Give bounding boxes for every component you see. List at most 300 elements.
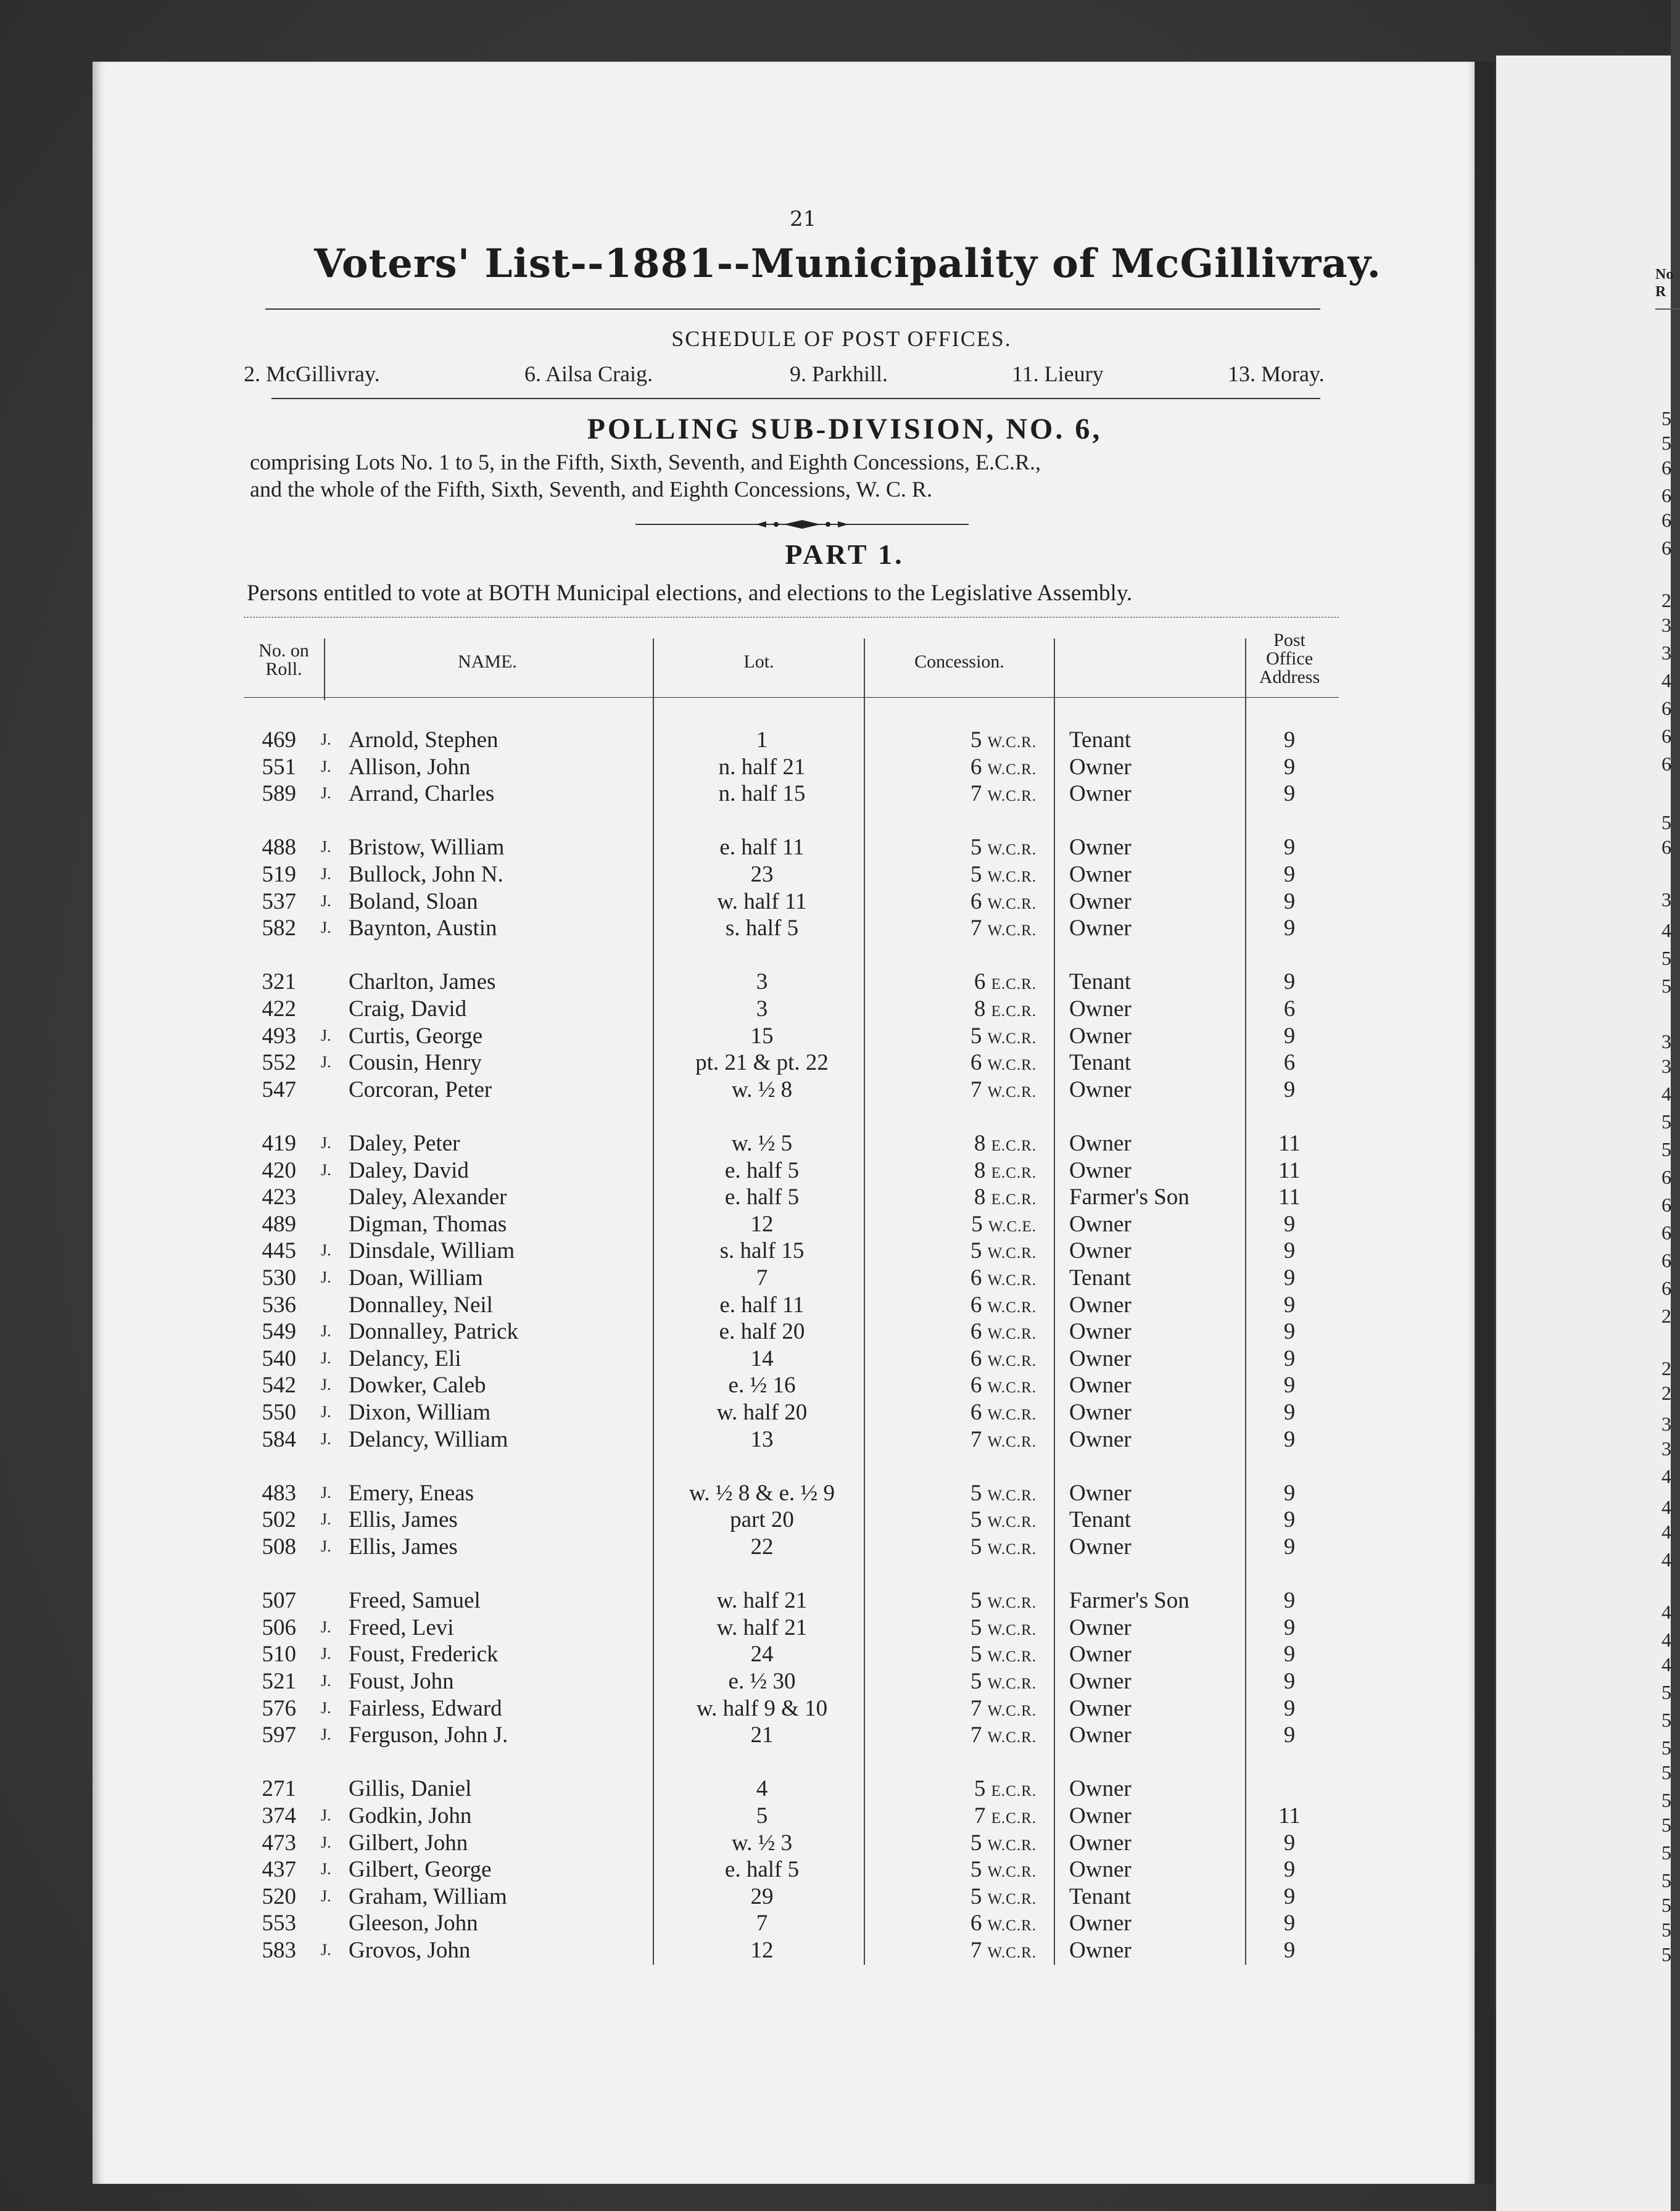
lot-cell: part 20 xyxy=(730,1507,794,1532)
concession-code: W.C.R. xyxy=(987,922,1037,939)
voter-name: Dixon, William xyxy=(349,1400,491,1425)
voter-name: Ellis, James xyxy=(349,1507,458,1532)
roll-number: 540 xyxy=(262,1346,296,1371)
lot-cell: 7 xyxy=(756,1265,768,1291)
header-roll: No. on Roll. xyxy=(259,640,309,679)
post-office-cell: 6 xyxy=(1283,1050,1296,1075)
post-office-cell: 9 xyxy=(1283,1884,1296,1909)
next-page-rule xyxy=(1655,308,1680,310)
lot-cell: 4 xyxy=(756,1776,768,1801)
next-page-digit: 6 xyxy=(1661,509,1671,531)
voter-name: Godkin, John xyxy=(349,1803,472,1829)
next-page-digit: 5 xyxy=(1661,975,1671,997)
next-page-digit: 2 xyxy=(1661,1305,1671,1327)
lot-cell: 3 xyxy=(756,969,768,994)
table-row xyxy=(0,1077,1671,1102)
concession-cell xyxy=(882,1775,1037,1802)
concession-code: W.C.R. xyxy=(987,761,1037,778)
voter-name: Daley, David xyxy=(349,1158,469,1183)
post-office-cell: 9 xyxy=(1283,1400,1296,1425)
header-name: NAME. xyxy=(458,651,517,672)
concession-code: E.C.R. xyxy=(991,976,1037,993)
voter-name: Craig, David xyxy=(349,996,467,1022)
lot-cell: e. half 5 xyxy=(724,1158,800,1183)
post-office-cell: 9 xyxy=(1283,1265,1296,1291)
post-office-cell: 9 xyxy=(1283,1696,1296,1721)
next-page-digit: 4 xyxy=(1661,1496,1671,1518)
status-cell: Owner xyxy=(1069,1938,1132,1963)
post-office-cell: 9 xyxy=(1283,915,1296,941)
next-page-digit: 4 xyxy=(1661,1601,1671,1623)
juror-mark: J. xyxy=(321,1484,331,1502)
status-cell: Owner xyxy=(1069,1077,1132,1102)
concession-code: W.C.R. xyxy=(987,1917,1037,1934)
post-office-cell: 9 xyxy=(1283,862,1296,887)
concession-code: W.C.R. xyxy=(987,1864,1037,1880)
polling-description-1: comprising Lots No. 1 to 5, in the Fifth, Sixth, Seventh, and Eighth Concessions, E.C.R., xyxy=(250,450,1041,474)
lot-cell: s. half 15 xyxy=(719,1238,805,1263)
roll-number: 473 xyxy=(262,1830,296,1856)
next-page-digit: 5 xyxy=(1661,1814,1671,1836)
post-office-11: 11. Lieury xyxy=(1012,362,1104,386)
next-page-digit: 5 xyxy=(1661,1110,1671,1133)
table-row xyxy=(0,1614,1671,1640)
status-cell: Farmer's Son xyxy=(1069,1184,1190,1210)
roll-number: 550 xyxy=(262,1400,296,1425)
juror-mark: J. xyxy=(321,1833,331,1851)
concession-code: W.C.R. xyxy=(987,1676,1037,1692)
juror-mark: J. xyxy=(321,1241,331,1259)
voter-name: Bristow, William xyxy=(349,835,505,860)
post-office-9: 9. Parkhill. xyxy=(790,362,888,386)
next-page-digit: 6 xyxy=(1661,484,1671,506)
post-office-cell: 9 xyxy=(1283,1346,1296,1371)
concession-cell xyxy=(882,1641,1037,1668)
status-cell: Owner xyxy=(1069,1319,1132,1344)
page-number: 21 xyxy=(790,207,817,231)
post-office-cell: 9 xyxy=(1283,1669,1296,1694)
concession-code: W.C.R. xyxy=(987,1703,1037,1719)
next-page-digit: 5 xyxy=(1661,1869,1671,1891)
roll-number: 519 xyxy=(262,862,296,887)
next-page-digit: 6 xyxy=(1661,836,1671,858)
next-page-digit: 2 xyxy=(1661,1382,1671,1404)
concession-code: W.C.R. xyxy=(987,788,1037,804)
polling-description-2: and the whole of the Fifth, Sixth, Seventh, and Eighth Concessions, W. C. R. xyxy=(250,477,932,502)
post-office-cell: 9 xyxy=(1283,1588,1296,1613)
roll-number: 552 xyxy=(262,1050,296,1075)
concession-cell xyxy=(882,1023,1037,1049)
concession-cell xyxy=(882,1426,1037,1453)
table-row xyxy=(0,1910,1671,1936)
voter-name: Gleeson, John xyxy=(349,1911,478,1936)
concession-number: 5 xyxy=(970,1615,982,1640)
concession-code: W.C.R. xyxy=(987,1326,1037,1342)
status-cell: Owner xyxy=(1069,1911,1132,1936)
juror-mark: J. xyxy=(321,1349,331,1367)
concession-cell xyxy=(882,1803,1037,1829)
concession-cell xyxy=(882,1399,1037,1426)
next-page-digit: 4 xyxy=(1661,1083,1671,1105)
schedule-heading: SCHEDULE OF POST OFFICES. xyxy=(671,326,1012,351)
voter-name: Delancy, Eli xyxy=(349,1346,461,1371)
status-cell: Tenant xyxy=(1069,1050,1132,1075)
lot-cell: n. half 21 xyxy=(718,754,806,780)
concession-number: 5 xyxy=(970,1507,982,1532)
status-cell: Owner xyxy=(1069,862,1132,887)
next-page-digit: 5 xyxy=(1661,811,1671,833)
lot-cell: e. half 11 xyxy=(719,835,805,860)
concession-cell xyxy=(882,1345,1037,1372)
next-page-digit: 4 xyxy=(1661,1465,1671,1487)
juror-mark: J. xyxy=(321,865,331,883)
concession-code: W.C.R. xyxy=(987,1487,1037,1504)
concession-number: 8 xyxy=(974,1158,986,1183)
page-title: Voters' List--1881--Municipality of McGillivray. xyxy=(314,241,1381,287)
next-page-digit: 3 xyxy=(1661,1030,1671,1052)
voter-name: Emery, Eneas xyxy=(349,1481,474,1506)
voter-name: Arnold, Stephen xyxy=(349,727,499,753)
concession-code: W.C.R. xyxy=(987,1434,1037,1450)
next-page-digit: 5 xyxy=(1661,432,1671,454)
table-row xyxy=(0,1937,1671,1963)
next-page-digit: 4 xyxy=(1661,1521,1671,1543)
juror-mark: J. xyxy=(321,1806,331,1824)
voter-name: Cousin, Henry xyxy=(349,1050,482,1075)
roll-number: 510 xyxy=(262,1642,296,1667)
voter-name: Delancy, William xyxy=(349,1427,508,1452)
post-office-cell: 9 xyxy=(1283,754,1296,780)
table-row xyxy=(0,1265,1671,1291)
post-office-cell: 9 xyxy=(1283,727,1296,753)
lot-cell: e. half 11 xyxy=(719,1292,805,1318)
roll-number: 502 xyxy=(262,1507,296,1532)
concession-cell xyxy=(882,1695,1037,1722)
lot-cell: e. half 5 xyxy=(724,1857,800,1882)
lot-cell: w. half 21 xyxy=(716,1615,808,1640)
concession-cell xyxy=(882,1238,1037,1264)
roll-number: 437 xyxy=(262,1857,296,1882)
juror-mark: J. xyxy=(321,1941,331,1959)
concession-number: 5 xyxy=(970,835,982,860)
status-cell: Owner xyxy=(1069,1669,1132,1694)
concession-code: W.C.R. xyxy=(987,1595,1037,1611)
concession-cell xyxy=(882,1883,1037,1910)
next-page-digit: 6 xyxy=(1661,753,1671,775)
concession-cell xyxy=(882,1614,1037,1641)
roll-number: 521 xyxy=(262,1669,296,1694)
status-cell: Owner xyxy=(1069,1238,1132,1263)
concession-code: E.C.R. xyxy=(991,1165,1037,1181)
post-office-cell: 9 xyxy=(1283,1534,1296,1560)
table-row xyxy=(0,1480,1671,1506)
voter-name: Digman, Thomas xyxy=(349,1212,507,1237)
table-row xyxy=(0,780,1671,806)
header-lot: Lot. xyxy=(743,651,774,672)
post-office-cell: 9 xyxy=(1283,1830,1296,1856)
post-office-cell: 9 xyxy=(1283,889,1296,914)
concession-code: W.C.R. xyxy=(987,1944,1037,1961)
next-page-digit: 6 xyxy=(1661,1277,1671,1299)
concession-code: W.C.R. xyxy=(987,896,1037,912)
roll-number: 423 xyxy=(262,1184,296,1210)
next-page-digit: 5 xyxy=(1661,1761,1671,1783)
status-cell: Owner xyxy=(1069,1776,1132,1801)
table-row xyxy=(0,888,1671,914)
lot-cell: pt. 21 & pt. 22 xyxy=(695,1050,829,1075)
roll-number: 551 xyxy=(262,754,296,780)
post-office-cell: 11 xyxy=(1278,1158,1301,1183)
status-cell: Tenant xyxy=(1069,1507,1132,1532)
post-office-2: 2. McGillivray. xyxy=(244,362,380,386)
post-office-cell: 9 xyxy=(1283,1238,1296,1263)
lot-cell: w. ½ 8 xyxy=(731,1077,793,1102)
concession-number: 6 xyxy=(974,969,986,994)
voter-name: Daley, Peter xyxy=(349,1131,460,1156)
voter-name: Corcoran, Peter xyxy=(349,1077,492,1102)
next-page-digit: 5 xyxy=(1661,1841,1671,1864)
concession-number: 5 xyxy=(970,1023,982,1049)
post-office-cell: 11 xyxy=(1278,1803,1301,1829)
lot-cell: 13 xyxy=(750,1427,774,1452)
voter-name: Gilbert, John xyxy=(349,1830,468,1856)
post-office-13: 13. Moray. xyxy=(1228,362,1325,386)
concession-code: W.C.R. xyxy=(987,1729,1037,1746)
lot-cell: e. half 20 xyxy=(719,1319,805,1344)
juror-mark: J. xyxy=(321,1645,331,1663)
status-cell: Owner xyxy=(1069,754,1132,780)
roll-number: 597 xyxy=(262,1722,296,1748)
concession-number: 6 xyxy=(970,1265,982,1291)
concession-cell xyxy=(882,1722,1037,1748)
status-cell: Owner xyxy=(1069,1212,1132,1237)
concession-code: W.C.R. xyxy=(987,1541,1037,1558)
concession-cell xyxy=(882,996,1037,1022)
roll-number: 553 xyxy=(262,1911,296,1936)
juror-mark: J. xyxy=(321,1860,331,1878)
post-office-cell: 9 xyxy=(1283,1373,1296,1398)
roll-number: 549 xyxy=(262,1319,296,1344)
concession-number: 5 xyxy=(970,1669,982,1694)
lot-cell: 15 xyxy=(750,1023,774,1049)
concession-cell xyxy=(882,1534,1037,1560)
lot-cell: w. ½ 5 xyxy=(731,1131,793,1156)
table-row xyxy=(0,1775,1671,1801)
roll-number: 507 xyxy=(262,1588,296,1613)
roll-number: 483 xyxy=(262,1481,296,1506)
lot-cell: w. half 20 xyxy=(716,1400,808,1425)
concession-number: 6 xyxy=(970,1346,982,1371)
header-rule xyxy=(244,697,1339,698)
concession-number: 7 xyxy=(970,1077,982,1102)
status-cell: Owner xyxy=(1069,781,1132,806)
lot-cell: w. ½ 3 xyxy=(731,1830,793,1856)
next-page-digit: 6 xyxy=(1661,1166,1671,1188)
next-page-digit: 5 xyxy=(1661,1919,1671,1941)
roll-number: 271 xyxy=(262,1776,296,1801)
roll-number: 374 xyxy=(262,1803,296,1829)
concession-number: 5 xyxy=(970,1830,982,1856)
roll-number: 547 xyxy=(262,1077,296,1102)
concession-code: E.C.R. xyxy=(991,1191,1037,1208)
juror-mark: J. xyxy=(321,1376,331,1394)
concession-cell xyxy=(882,1077,1037,1103)
roll-number: 530 xyxy=(262,1265,296,1291)
concession-cell xyxy=(882,1587,1037,1614)
concession-code: E.C.R. xyxy=(991,1138,1037,1154)
concession-cell xyxy=(882,1130,1037,1157)
concession-cell xyxy=(882,727,1037,753)
voter-name: Arrand, Charles xyxy=(349,781,495,806)
lot-cell: w. half 9 & 10 xyxy=(696,1696,828,1721)
table-row xyxy=(0,915,1671,941)
juror-mark: J. xyxy=(321,1672,331,1690)
status-cell: Owner xyxy=(1069,1722,1132,1748)
concession-code: W.C.R. xyxy=(987,1245,1037,1262)
lot-cell: 21 xyxy=(750,1722,774,1748)
voter-name: Donnalley, Neil xyxy=(349,1292,493,1318)
table-row xyxy=(0,1587,1671,1613)
table-row xyxy=(0,1211,1671,1237)
juror-mark: J. xyxy=(321,758,331,775)
juror-mark: J. xyxy=(321,892,331,910)
concession-number: 5 xyxy=(970,862,982,887)
concession-cell xyxy=(882,1049,1037,1076)
next-page-digit: 6 xyxy=(1661,697,1671,719)
next-page-digit: 4 xyxy=(1661,1629,1671,1651)
concession-cell xyxy=(882,1856,1037,1883)
lot-cell: e. ½ 16 xyxy=(728,1373,796,1398)
table-row xyxy=(0,1830,1671,1856)
post-office-cell: 9 xyxy=(1283,1319,1296,1344)
concession-number: 7 xyxy=(970,1427,982,1452)
lot-cell: 12 xyxy=(750,1212,774,1237)
next-page-digit: 3 xyxy=(1661,888,1671,911)
next-page-digit: 2 xyxy=(1661,1357,1671,1379)
concession-cell xyxy=(882,780,1037,807)
next-page-digit: 5 xyxy=(1661,1681,1671,1703)
concession-code: W.C.R. xyxy=(987,1299,1037,1316)
post-office-cell: 9 xyxy=(1283,1642,1296,1667)
next-page-digit: 4 xyxy=(1661,1653,1671,1676)
lot-cell: 14 xyxy=(750,1346,774,1371)
entitlement-text: Persons entitled to vote at BOTH Municipal elections, and elections to the Legislative Assembly. xyxy=(247,581,1133,606)
concession-code: W.C.R. xyxy=(987,1891,1037,1907)
concession-cell xyxy=(882,1910,1037,1936)
post-office-cell: 9 xyxy=(1283,1212,1296,1237)
lot-cell: 5 xyxy=(756,1803,768,1829)
table-row xyxy=(0,969,1671,994)
juror-mark: J. xyxy=(321,1134,331,1152)
post-office-6: 6. Ailsa Craig. xyxy=(524,362,653,386)
status-cell: Owner xyxy=(1069,1346,1132,1371)
concession-number: 5 xyxy=(970,1884,982,1909)
roll-number: 583 xyxy=(262,1938,296,1963)
voter-name: Donnalley, Patrick xyxy=(349,1319,519,1344)
concession-code: W.C.R. xyxy=(987,1837,1037,1854)
lot-cell: 29 xyxy=(750,1884,774,1909)
concession-cell xyxy=(882,915,1037,941)
next-page-digit: 3 xyxy=(1661,1437,1671,1460)
concession-number: 5 xyxy=(970,727,982,753)
voter-name: Gilbert, George xyxy=(349,1857,492,1882)
header-concession: Concession. xyxy=(914,651,1004,672)
voter-name: Freed, Levi xyxy=(349,1615,454,1640)
next-page-digit: 5 xyxy=(1661,407,1671,429)
next-page-digit: 5 xyxy=(1661,1943,1671,1965)
table-row xyxy=(0,1184,1671,1210)
status-cell: Owner xyxy=(1069,1292,1132,1318)
concession-cell xyxy=(882,1292,1037,1318)
status-cell: Owner xyxy=(1069,1534,1132,1560)
roll-number: 420 xyxy=(262,1158,296,1183)
concession-cell xyxy=(882,834,1037,861)
table-row xyxy=(0,754,1671,780)
status-cell: Owner xyxy=(1069,1803,1132,1829)
roll-number: 489 xyxy=(262,1212,296,1237)
post-office-cell: 9 xyxy=(1283,1857,1296,1882)
status-cell: Owner xyxy=(1069,996,1132,1022)
voter-name: Dinsdale, William xyxy=(349,1238,515,1263)
table-row xyxy=(0,1372,1671,1398)
concession-cell xyxy=(882,1830,1037,1856)
post-office-cell: 9 xyxy=(1283,1292,1296,1318)
next-page-digit: 2 xyxy=(1661,589,1671,611)
entitlement-rule xyxy=(244,617,1339,619)
concession-number: 6 xyxy=(970,1911,982,1936)
concession-code: W.C.R. xyxy=(987,1353,1037,1370)
juror-mark: J. xyxy=(321,1618,331,1636)
juror-mark: J. xyxy=(321,1161,331,1179)
concession-code: W.C.R. xyxy=(987,1514,1037,1531)
concession-number: 7 xyxy=(970,1938,982,1963)
concession-cell xyxy=(882,861,1037,888)
voter-name: Boland, Sloan xyxy=(349,889,478,914)
status-cell: Owner xyxy=(1069,1615,1132,1640)
concession-number: 5 xyxy=(971,1212,983,1237)
post-office-cell: 9 xyxy=(1283,1615,1296,1640)
concession-cell xyxy=(882,888,1037,915)
concession-number: 6 xyxy=(970,754,982,780)
post-office-cell: 9 xyxy=(1283,781,1296,806)
concession-number: 8 xyxy=(974,1131,986,1156)
juror-mark: J. xyxy=(321,1537,331,1555)
juror-mark: J. xyxy=(321,1268,331,1286)
lot-cell: 1 xyxy=(756,727,768,753)
concession-number: 7 xyxy=(970,781,982,806)
voter-name: Baynton, Austin xyxy=(349,915,497,941)
concession-cell xyxy=(882,1372,1037,1399)
status-cell: Owner xyxy=(1069,1158,1132,1183)
next-page-digit: 3 xyxy=(1661,1413,1671,1435)
post-office-cell: 9 xyxy=(1283,1077,1296,1102)
table-row xyxy=(0,1318,1671,1344)
voter-name: Dowker, Caleb xyxy=(349,1373,486,1398)
next-page-digit: 6 xyxy=(1661,1221,1671,1244)
next-page-digit: 5 xyxy=(1661,1789,1671,1811)
status-cell: Owner xyxy=(1069,1481,1132,1506)
concession-cell xyxy=(882,1318,1037,1345)
status-cell: Owner xyxy=(1069,1023,1132,1049)
concession-cell xyxy=(882,969,1037,995)
lot-cell: n. half 15 xyxy=(718,781,806,806)
lot-cell: e. half 5 xyxy=(724,1184,800,1210)
table-row xyxy=(0,1023,1671,1049)
post-office-cell: 9 xyxy=(1283,1481,1296,1506)
status-cell: Tenant xyxy=(1069,1265,1132,1291)
concession-code: W.C.R. xyxy=(987,1030,1037,1047)
lot-cell: w. half 21 xyxy=(716,1588,808,1613)
